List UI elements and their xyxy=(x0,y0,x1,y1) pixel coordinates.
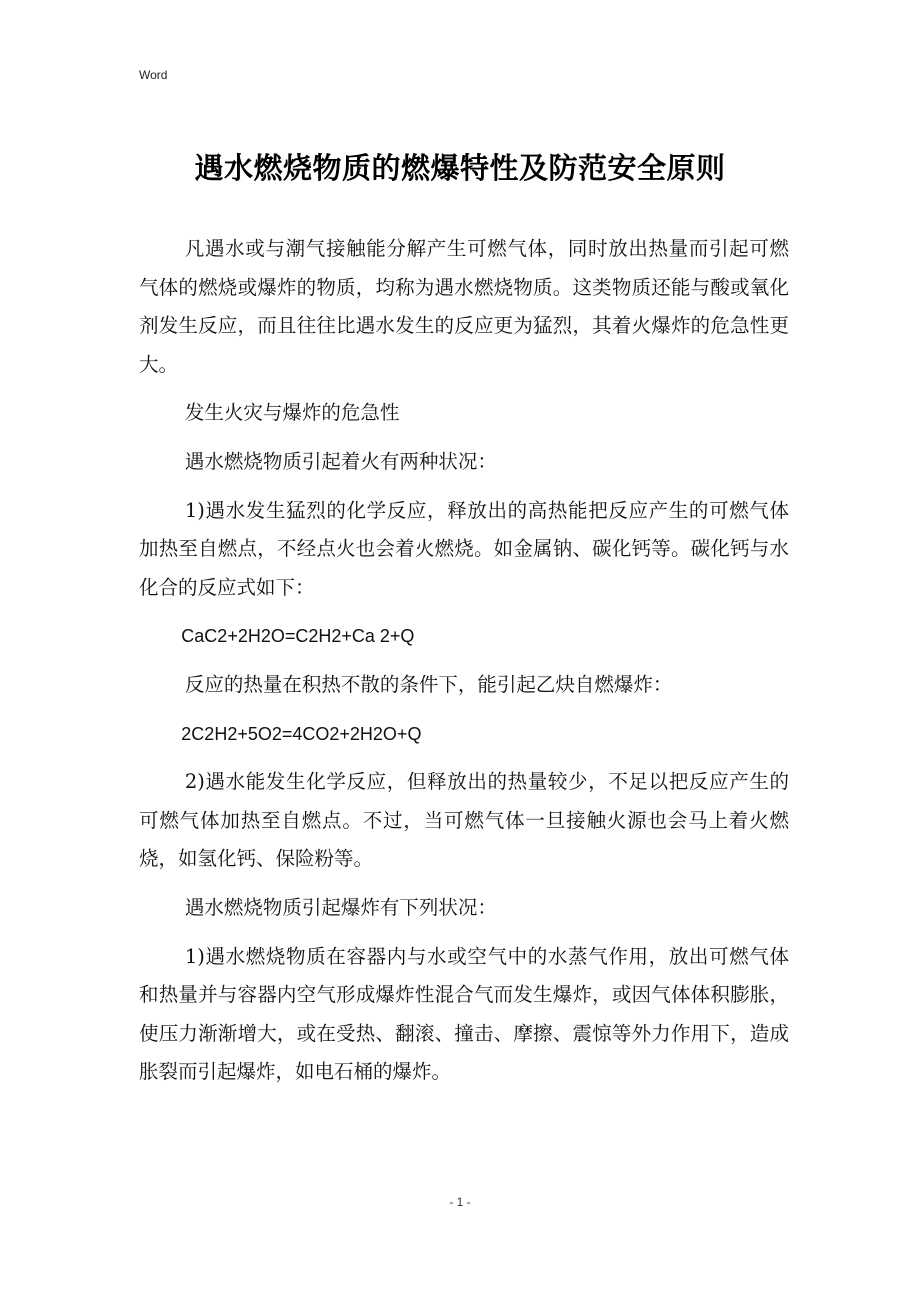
paragraph-explosion-case-1: 1)遇水燃烧物质在容器内与水或空气中的水蒸气作用，放出可燃气体和热量并与容器内空气形成爆炸性混合气而发生爆炸，或因气体体积膨胀，使压力渐渐增大，或在受热、翻滚、撞击、摩擦、震惊等外力作用下，造成胀裂而引起爆炸，如电石桶的爆炸。 xyxy=(139,944,789,1084)
paragraph-case-2: 2)遇水能发生化学反应，但释放出的热量较少，不足以把反应产生的可燃气体加热至自燃点。不过，当可燃气体一旦接触火源也会马上着火燃烧，如氢化钙、保险粉等。 xyxy=(139,770,789,871)
document-body xyxy=(139,230,789,1102)
document-title: 遇水燃烧物质的燃爆特性及防范安全原则 xyxy=(194,151,726,185)
reaction-formula-2: 2C2H2+5O2=4CO2+2H2O+Q xyxy=(181,723,422,744)
paragraph-case-1: 1)遇水发生猛烈的化学反应，释放出的高热能把反应产生的可燃气体加热至自燃点，不经点火也会着火燃烧。如金属钠、碳化钙等。碳化钙与水化合的反应式如下： xyxy=(139,498,789,599)
reaction-formula-1: CaC2+2H2O=C2H2+Ca 2+Q xyxy=(181,626,415,647)
paragraph-reaction-heat: 反应的热量在积热不散的条件下，能引起乙炔自燃爆炸： xyxy=(184,672,673,696)
paragraph-heading-hazard: 发生火灾与爆炸的危急性 xyxy=(184,401,400,425)
app-label: Word xyxy=(139,68,168,82)
paragraph-intro: 凡遇水或与潮气接触能分解产生可燃气体，同时放出热量而引起可燃气体的燃烧或爆炸的物质，均称为遇水燃烧物质。这类物质还能与酸或氧化剂发生反应，而且往往比遇水发生的反应更为猛烈，其着火爆炸的危急性更大。 xyxy=(139,237,789,376)
paragraph-fire-cases: 遇水燃烧物质引起着火有两种状况： xyxy=(184,449,497,473)
page-number: - 1 - xyxy=(449,1195,471,1209)
paragraph-explosion-cases: 遇水燃烧物质引起爆炸有下列状况： xyxy=(184,895,497,919)
